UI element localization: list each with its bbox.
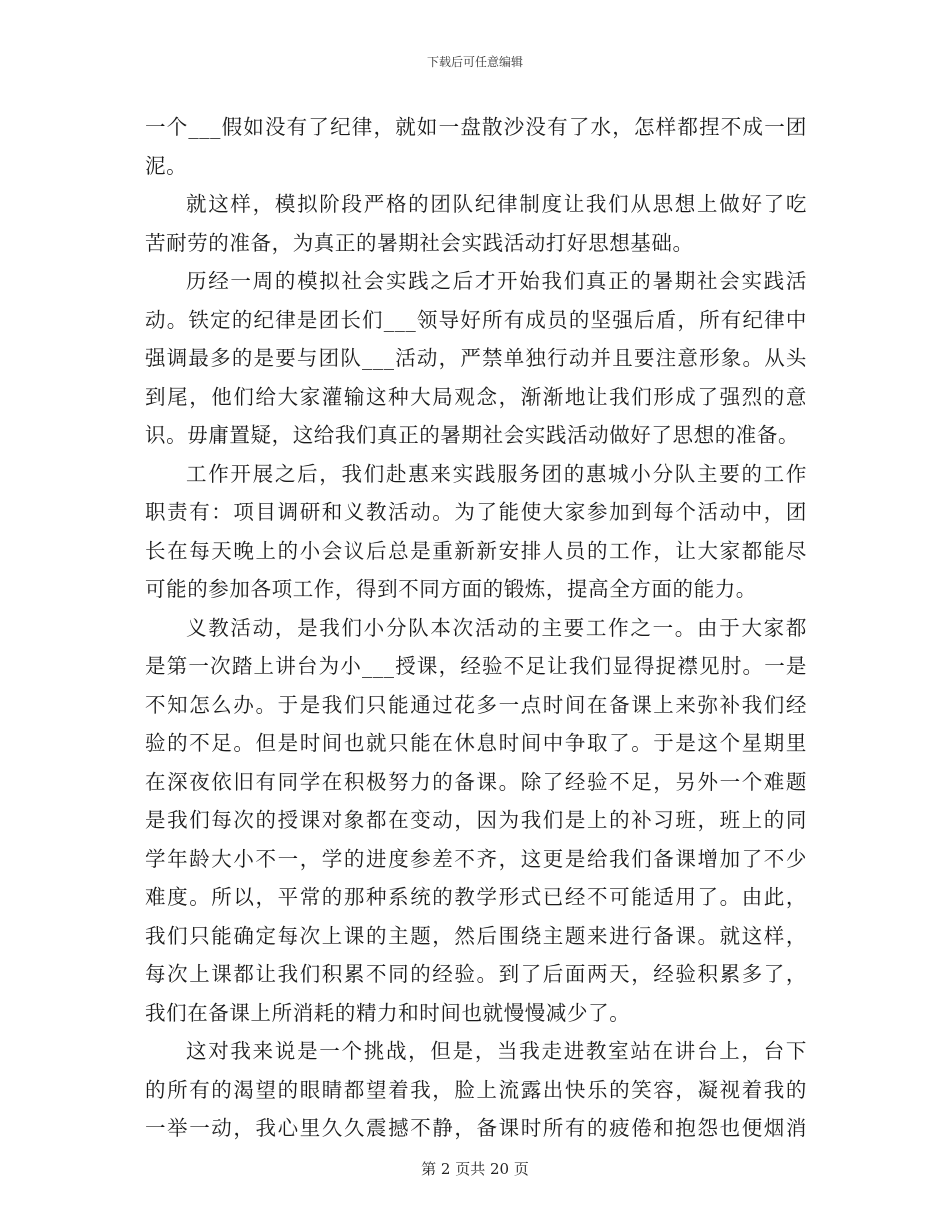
text-line: 是我们每次的授课对象都在变动，因为我们是上的补习班，班上的同 — [145, 808, 807, 832]
paragraph — [145, 262, 807, 455]
text-line: 职责有：项目调研和义教活动。为了能使大家参加到每个活动中，团 — [145, 500, 807, 524]
text-line: 可能的参加各项工作，得到不同方面的锻炼，提高全方面的能力。 — [145, 577, 757, 601]
paragraph — [145, 609, 807, 1033]
text-line: 我们只能确定每次上课的主题，然后围绕主题来进行备课。就这样， — [145, 923, 807, 948]
page-footer: 第 2 页共 20 页 — [421, 1160, 529, 1178]
page-header: 下载后可任意编辑 — [426, 55, 523, 69]
text-line: 工作开展之后，我们赴惠来实践服务团的惠城小分队主要的工作 — [186, 461, 807, 486]
text-line: 泥。 — [145, 153, 188, 178]
text-line: 到尾，他们给大家灌输这种大局观念，渐渐地让我们形成了强烈的意 — [145, 384, 807, 409]
text-line: 识。毋庸置疑，这给我们真正的暑期社会实践活动做好了思想的准备。 — [145, 423, 800, 447]
paragraph — [145, 455, 807, 609]
text-line: 学年龄大小不一，学的进度参差不齐，这更是给我们备课增加了不少 — [145, 846, 807, 871]
text-line: 长在每天晚上的小会议后总是重新新安排人员的工作，让大家都能尽 — [145, 538, 807, 563]
text-line: 一个___假如没有了纪律，就如一盘散沙没有了水，怎样都捏不成一团 — [145, 115, 807, 139]
paragraph — [145, 108, 807, 185]
text-line: 在深夜依旧有同学在积极努力的备课。除了经验不足，另外一个难题 — [145, 769, 807, 794]
text-line: 强调最多的是要与团队___活动，严禁单独行动并且要注意形象。从头 — [145, 346, 807, 370]
paragraph — [145, 1032, 807, 1148]
text-line: 我们在备课上所消耗的精力和时间也就慢慢减少了。 — [145, 1000, 631, 1025]
text-line: 义教活动，是我们小分队本次活动的主要工作之一。由于大家都 — [186, 615, 807, 640]
document-body — [145, 108, 807, 1148]
text-line: 苦耐劳的准备，为真正的暑期社会实践活动打好思想基础。 — [145, 230, 694, 255]
text-line: 不知怎么办。于是我们只能通过花多一点时间在备课上来弥补我们经 — [145, 692, 807, 717]
paragraph — [145, 185, 807, 262]
text-line: 难度。所以，平常的那种系统的教学形式已经不可能适用了。由此， — [145, 885, 807, 909]
text-line: 是第一次踏上讲台为小___授课，经验不足让我们显得捉襟见肘。一是 — [145, 654, 807, 678]
text-line: 这对我来说是一个挑战，但是，当我走进教室站在讲台上，台下 — [186, 1039, 807, 1063]
text-line: 每次上课都让我们积累不同的经验。到了后面两天，经验积累多了， — [145, 962, 807, 986]
text-line: 一举一动，我心里久久震撼不静，备课时所有的疲倦和抱怨也便烟消 — [145, 1116, 807, 1140]
text-line: 动。铁定的纪律是团长们___领导好所有成员的坚强后盾，所有纪律中 — [145, 307, 807, 332]
text-line: 验的不足。但是时间也就只能在休息时间中争取了。于是这个星期里 — [145, 731, 807, 755]
text-line: 的所有的渴望的眼睛都望着我，脸上流露出快乐的笑容，凝视着我的 — [145, 1077, 807, 1102]
text-line: 历经一周的模拟社会实践之后才开始我们真正的暑期社会实践活 — [186, 269, 807, 293]
text-line: 就这样，模拟阶段严格的团队纪律制度让我们从思想上做好了吃 — [186, 192, 807, 216]
